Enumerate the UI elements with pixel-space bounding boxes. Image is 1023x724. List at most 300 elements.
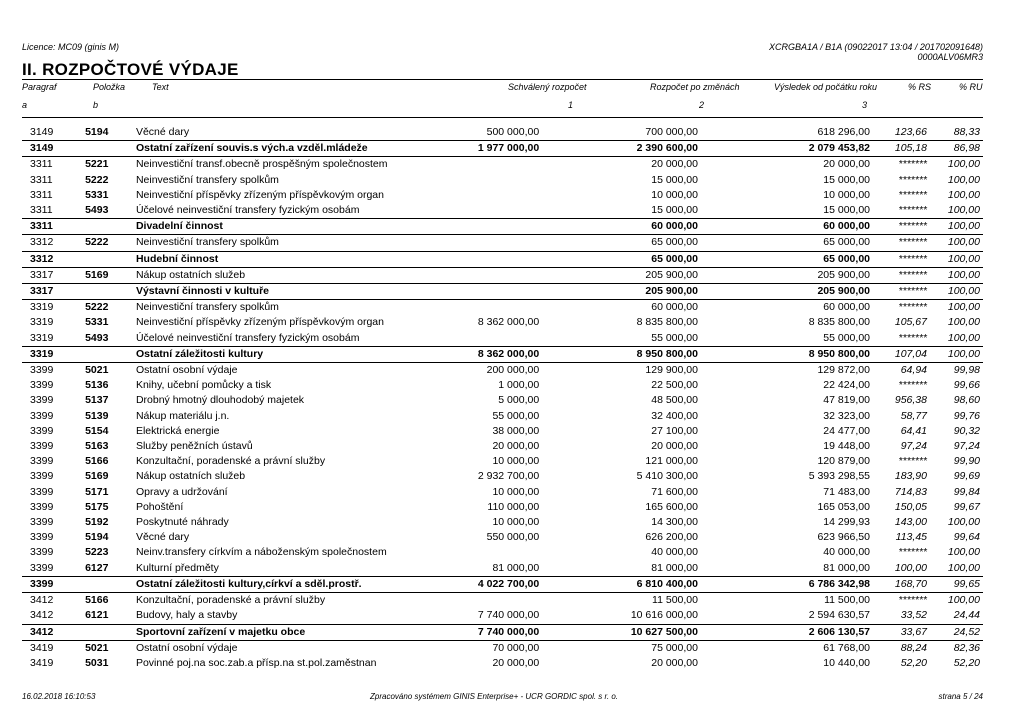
- cell-ru: 100,00: [947, 268, 980, 281]
- cell-b3: 14 299,93: [823, 516, 870, 529]
- cell-ru: 99,66: [953, 379, 980, 392]
- cell-b3: 6 786 342,98: [701, 576, 873, 592]
- cell-ru: 100,00: [947, 561, 980, 574]
- cell-i: 6121: [85, 609, 109, 622]
- subtotal-row: [22, 141, 983, 157]
- cell-t: Nákup ostatních služeb: [135, 268, 246, 281]
- cell-b2: 20 000,00: [651, 158, 698, 171]
- cell-rs: *******: [898, 331, 927, 344]
- cell-i: 5021: [85, 364, 109, 377]
- cell-rs: 52,20: [900, 656, 927, 669]
- cell-ru: 99,67: [953, 500, 980, 513]
- col-index-3: 3: [862, 100, 868, 110]
- header-divider: [22, 117, 983, 118]
- cell-b1: 81 000,00: [492, 561, 540, 574]
- cell-b1: [436, 593, 542, 609]
- cell-i: [82, 219, 133, 235]
- cell-b2: 6 810 400,00: [542, 576, 701, 592]
- cell-ru: 100,00: [930, 346, 983, 362]
- cell-b1: 20 000,00: [492, 656, 540, 669]
- cell-b1: 55 000,00: [492, 409, 540, 422]
- subtotal-row: [22, 576, 983, 592]
- cell-b2: 20 000,00: [651, 440, 698, 453]
- cell-p: 3399: [30, 531, 54, 544]
- cell-i: 5194: [85, 531, 109, 544]
- cell-b3: 32 323,00: [823, 409, 870, 422]
- cell-b1: 200 000,00: [486, 364, 540, 377]
- subtotal-row: [22, 346, 983, 362]
- subtotal-row: [22, 284, 983, 300]
- cell-i: 5194: [85, 126, 109, 138]
- cell-b3: 623 966,50: [817, 531, 870, 544]
- cell-p: 3399: [30, 470, 54, 483]
- footer-page-number: strana 5 / 24: [938, 692, 983, 701]
- cell-b1: 10 000,00: [492, 485, 540, 498]
- budget-table: [22, 125, 983, 671]
- table-row: [22, 409, 983, 424]
- cell-ru: 100,00: [947, 594, 980, 607]
- cell-p: 3399: [30, 394, 54, 407]
- cell-p: 3419: [30, 641, 54, 654]
- cell-i: 5163: [85, 440, 109, 453]
- cell-b3: 2 594 630,57: [808, 609, 870, 622]
- cell-ru: 100,00: [947, 236, 980, 249]
- cell-b2: 14 300,00: [651, 516, 698, 529]
- cell-b1: 8 362 000,00: [436, 346, 542, 362]
- cell-i: [82, 346, 133, 362]
- cell-t: Ostatní osobní výdaje: [135, 641, 238, 654]
- cell-i: 5031: [85, 656, 109, 669]
- cell-b3: 205 900,00: [701, 284, 873, 300]
- cell-b2: 626 200,00: [645, 531, 698, 544]
- cell-b3: 71 483,00: [823, 485, 870, 498]
- cell-b2: 205 900,00: [542, 284, 701, 300]
- cell-p: 3319: [30, 316, 54, 329]
- table-row: [22, 331, 983, 347]
- col-index-2: 2: [699, 100, 705, 110]
- cell-t: Poskytnuté náhrady: [135, 516, 229, 529]
- subtotal-row: [22, 219, 983, 235]
- cell-ru: 52,20: [953, 656, 980, 669]
- cell-i: 5166: [85, 455, 109, 468]
- cell-rs: 183,90: [894, 470, 927, 483]
- table-row: [22, 500, 983, 515]
- cell-rs: *******: [898, 268, 927, 281]
- cell-p: 3399: [30, 379, 54, 392]
- table-row: [22, 439, 983, 454]
- cell-i: 5154: [85, 424, 109, 437]
- cell-t: Knihy, učební pomůcky a tisk: [135, 379, 272, 392]
- cell-t: Sportovní zařízení v majetku obce: [133, 624, 436, 640]
- cell-p: 3399: [30, 364, 54, 377]
- cell-ru: 100,00: [947, 173, 980, 186]
- cell-b2: 22 500,00: [651, 379, 698, 392]
- cell-t: Neinvestiční transfery spolkům: [135, 173, 279, 186]
- table-row: [22, 188, 983, 203]
- cell-p: 3312: [22, 251, 82, 267]
- cell-p: 3319: [30, 331, 54, 344]
- cell-i: 5136: [85, 379, 109, 392]
- cell-b2: 65 000,00: [542, 251, 701, 267]
- cell-ru: 100,00: [930, 284, 983, 300]
- cell-b1: [436, 267, 542, 283]
- cell-i: 5171: [85, 485, 109, 498]
- cell-t: Neinvestiční příspěvky zřízeným příspěvkovým organ: [135, 316, 384, 329]
- cell-rs: 58,77: [900, 409, 927, 422]
- cell-b1: [436, 188, 542, 203]
- cell-p: 3399: [22, 576, 82, 592]
- col-paragraf: Paragraf: [22, 82, 57, 92]
- cell-p: 3419: [30, 656, 54, 669]
- cell-b2: 5 410 300,00: [636, 470, 698, 483]
- cell-i: 5221: [85, 158, 109, 171]
- cell-rs: 97,24: [900, 440, 927, 453]
- cell-b3: 60 000,00: [823, 301, 870, 314]
- table-row: [22, 424, 983, 439]
- cell-b1: 110 000,00: [487, 500, 540, 513]
- cell-i: [82, 576, 133, 592]
- cell-b3: 65 000,00: [701, 251, 873, 267]
- cell-t: Drobný hmotný dlouhodobý majetek: [135, 394, 305, 407]
- column-header: [22, 82, 983, 116]
- cell-rs: 33,67: [873, 624, 930, 640]
- cell-b2: 27 100,00: [651, 424, 698, 437]
- cell-b3: 10 000,00: [823, 188, 870, 201]
- cell-b1: [436, 284, 542, 300]
- col-po-zmenach: Rozpočet po změnách: [650, 82, 740, 92]
- cell-b2: 60 000,00: [542, 219, 701, 235]
- cell-ru: 88,33: [953, 126, 980, 138]
- cell-p: 3149: [22, 141, 82, 157]
- cell-b2: 10 000,00: [651, 188, 698, 201]
- cell-ru: 99,98: [953, 364, 980, 377]
- cell-b2: 8 950 800,00: [542, 346, 701, 362]
- col-text: Text: [152, 82, 169, 92]
- cell-b2: 15 000,00: [651, 204, 698, 217]
- cell-rs: *******: [898, 173, 927, 186]
- cell-t: Neinvestiční příspěvky zřízeným příspěvkovým organ: [135, 188, 384, 201]
- cell-t: Nákup ostatních služeb: [135, 470, 246, 483]
- cell-p: 3399: [30, 455, 54, 468]
- cell-b3: 61 768,00: [823, 641, 870, 654]
- cell-p: 3399: [30, 424, 54, 437]
- table-row: [22, 561, 983, 577]
- cell-b2: 60 000,00: [651, 301, 698, 314]
- table-row: [22, 393, 983, 408]
- cell-b1: 7 740 000,00: [436, 624, 542, 640]
- cell-i: 6127: [85, 561, 109, 574]
- cell-t: Ostatní zařízení souvis.s vých.a vzděl.mládeže: [133, 141, 436, 157]
- cell-rs: *******: [898, 455, 927, 468]
- cell-rs: *******: [898, 236, 927, 249]
- table-row: [22, 235, 983, 251]
- table-row: [22, 515, 983, 530]
- col-schvaleny: Schválený rozpočet: [508, 82, 587, 92]
- cell-b2: 11 500,00: [652, 594, 698, 607]
- col-rs: % RS: [908, 82, 932, 92]
- cell-b3: 5 393 298,55: [808, 470, 870, 483]
- cell-b3: 120 879,00: [817, 455, 870, 468]
- cell-b1: 38 000,00: [492, 424, 540, 437]
- cell-b2: 75 000,00: [651, 641, 698, 654]
- cell-b2: 55 000,00: [651, 331, 698, 344]
- cell-b1: 10 000,00: [492, 455, 540, 468]
- cell-b1: 4 022 700,00: [436, 576, 542, 592]
- cell-p: 3399: [30, 546, 54, 559]
- footer-system: Zpracováno systémem GINIS Enterprise+ - UCR GORDIC spol. s r. o.: [370, 692, 618, 701]
- cell-rs: 33,52: [900, 609, 927, 622]
- cell-rs: 168,70: [873, 576, 930, 592]
- cell-b2: 20 000,00: [651, 656, 698, 669]
- cell-rs: 107,04: [873, 346, 930, 362]
- cell-ru: 100,00: [947, 546, 980, 559]
- cell-p: 3412: [22, 624, 82, 640]
- table-row: [22, 315, 983, 330]
- cell-t: Elektrická energie: [135, 424, 220, 437]
- table-row: [22, 640, 983, 656]
- table-row: [22, 300, 983, 316]
- cell-t: Divadelní činnost: [133, 219, 436, 235]
- cell-p: 3399: [30, 516, 54, 529]
- cell-b1: 70 000,00: [492, 641, 540, 654]
- table-row: [22, 157, 983, 173]
- cell-ru: 86,98: [930, 141, 983, 157]
- cell-i: 5021: [85, 641, 109, 654]
- cell-ru: 82,36: [953, 641, 980, 654]
- cell-p: 3311: [30, 204, 53, 217]
- cell-b2: 129 900,00: [645, 364, 698, 377]
- cell-rs: 88,24: [900, 641, 927, 654]
- cell-rs: 105,18: [873, 141, 930, 157]
- cell-b1: 550 000,00: [486, 531, 540, 544]
- cell-i: 5137: [85, 394, 109, 407]
- cell-b1: [436, 203, 542, 219]
- cell-p: 3319: [30, 301, 54, 314]
- table-row: [22, 173, 983, 188]
- subtotal-row: [22, 251, 983, 267]
- cell-p: 3317: [30, 268, 54, 281]
- cell-t: Výstavní činnosti v kultuře: [133, 284, 436, 300]
- cell-i: 5169: [85, 470, 109, 483]
- cell-rs: 64,41: [900, 424, 927, 437]
- cell-i: 5222: [85, 173, 109, 186]
- cell-b1: [436, 300, 542, 316]
- cell-b1: 500 000,00: [486, 126, 540, 138]
- cell-t: Povinné poj.na soc.zab.a přísp.na st.pol.zaměstnan: [135, 656, 377, 669]
- cell-rs: *******: [898, 594, 927, 607]
- cell-p: 3412: [30, 609, 54, 622]
- cell-ru: 24,44: [953, 609, 980, 622]
- cell-t: Neinvestiční transfery spolkům: [135, 301, 279, 314]
- cell-b3: 165 053,00: [817, 500, 870, 513]
- cell-t: Ostatní osobní výdaje: [135, 364, 238, 377]
- cell-ru: 100,00: [947, 516, 980, 529]
- cell-rs: 714,83: [894, 485, 927, 498]
- cell-b3: 24 477,00: [823, 424, 870, 437]
- cell-b2: 40 000,00: [651, 546, 698, 559]
- cell-b2: 32 400,00: [651, 409, 698, 422]
- cell-rs: *******: [898, 158, 927, 171]
- cell-t: Účelové neinvestiční transfery fyzickým osobám: [135, 204, 360, 217]
- cell-b2: 15 000,00: [651, 173, 698, 186]
- cell-t: Věcné dary: [135, 531, 190, 544]
- table-row: [22, 469, 983, 484]
- cell-ru: 24,52: [930, 624, 983, 640]
- table-row: [22, 656, 983, 671]
- cell-i: 5493: [85, 331, 109, 344]
- title-divider: [22, 79, 983, 80]
- col-vysledek: Výsledek od počátku roku: [774, 82, 878, 92]
- cell-b1: [436, 219, 542, 235]
- cell-p: 3412: [30, 594, 54, 607]
- cell-rs: *******: [873, 219, 930, 235]
- cell-b1: 1 977 000,00: [436, 141, 542, 157]
- cell-t: Konzultační, poradenské a právní služby: [135, 594, 326, 607]
- table-row: [22, 593, 983, 609]
- cell-t: Hudební činnost: [133, 251, 436, 267]
- cell-t: Neinv.transfery církvím a náboženským společnostem: [135, 546, 387, 559]
- cell-b3: 81 000,00: [823, 561, 870, 574]
- cell-b3: 10 440,00: [823, 656, 870, 669]
- cell-ru: 99,64: [953, 531, 980, 544]
- cell-b3: 8 835 800,00: [808, 316, 870, 329]
- cell-b3: 15 000,00: [823, 204, 870, 217]
- cell-p: 3149: [30, 126, 54, 138]
- cell-i: 5331: [85, 188, 109, 201]
- cell-b2: 65 000,00: [651, 236, 698, 249]
- cell-b3: 2 606 130,57: [701, 624, 873, 640]
- cell-i: [82, 624, 133, 640]
- table-row: [22, 203, 983, 219]
- cell-b1: [436, 251, 542, 267]
- cell-b1: [436, 331, 542, 347]
- cell-b2: 10 627 500,00: [542, 624, 701, 640]
- cell-i: 5169: [85, 268, 109, 281]
- cell-p: 3399: [30, 440, 54, 453]
- cell-ru: 99,65: [930, 576, 983, 592]
- cell-t: Neinvestiční transf.obecně prospěšným společnostem: [135, 158, 388, 171]
- col-polozka: Položka: [93, 82, 126, 92]
- cell-ru: 100,00: [947, 316, 980, 329]
- cell-i: 5222: [85, 301, 109, 314]
- cell-b3: 55 000,00: [823, 331, 870, 344]
- cell-b2: 2 390 600,00: [542, 141, 701, 157]
- cell-b3: 22 424,00: [823, 379, 870, 392]
- cell-b1: [436, 545, 542, 560]
- cell-b3: 129 872,00: [817, 364, 870, 377]
- cell-p: 3399: [30, 485, 54, 498]
- cell-b3: 65 000,00: [823, 236, 870, 249]
- footer-timestamp: 16.02.2018 16:10:53: [22, 692, 96, 701]
- cell-rs: 113,45: [895, 531, 927, 544]
- cell-rs: 956,38: [894, 394, 927, 407]
- cell-b1: 7 740 000,00: [477, 609, 540, 622]
- cell-b1: 2 932 700,00: [477, 470, 540, 483]
- table-row: [22, 485, 983, 500]
- cell-ru: 100,00: [947, 301, 980, 314]
- cell-ru: 100,00: [947, 331, 980, 344]
- col-ru: % RU: [959, 82, 983, 92]
- col-index-a: a: [22, 100, 28, 110]
- licence-label: Licence: MC09 (ginis M): [22, 42, 120, 52]
- cell-ru: 99,84: [953, 485, 980, 498]
- cell-ru: 100,00: [930, 219, 983, 235]
- table-row: [22, 363, 983, 379]
- cell-b3: 40 000,00: [823, 546, 870, 559]
- cell-b3: 60 000,00: [701, 219, 873, 235]
- cell-ru: 99,76: [953, 409, 980, 422]
- cell-t: Věcné dary: [135, 126, 190, 138]
- cell-t: Opravy a udržování: [135, 485, 228, 498]
- col-index-1: 1: [568, 100, 574, 110]
- cell-ru: 97,24: [953, 440, 980, 453]
- cell-b3: 2 079 453,82: [701, 141, 873, 157]
- cell-t: Služby peněžních ústavů: [135, 440, 253, 453]
- cell-t: Ostatní záležitosti kultury,církví a sděl.prostř.: [133, 576, 436, 592]
- cell-b2: 8 835 800,00: [636, 316, 698, 329]
- cell-b1: 1 000,00: [498, 379, 540, 392]
- cell-i: 5222: [85, 236, 109, 249]
- cell-rs: *******: [873, 284, 930, 300]
- cell-ru: 90,32: [953, 424, 980, 437]
- cell-b1: [436, 235, 542, 251]
- cell-p: 3399: [30, 561, 54, 574]
- cell-p: 3399: [30, 500, 54, 513]
- cell-rs: 123,66: [894, 126, 927, 138]
- cell-rs: 150,05: [894, 500, 927, 513]
- cell-ru: 98,60: [953, 394, 980, 407]
- cell-rs: *******: [898, 546, 927, 559]
- table-row: [22, 378, 983, 393]
- cell-b1: [436, 173, 542, 188]
- cell-i: 5331: [85, 316, 109, 329]
- cell-rs: *******: [898, 301, 927, 314]
- cell-t: Kulturní předměty: [135, 561, 219, 574]
- cell-ru: 100,00: [947, 188, 980, 201]
- cell-b1: 5 000,00: [498, 394, 540, 407]
- report-subcode: 0000ALV06MR3: [917, 52, 983, 62]
- table-row: [22, 545, 983, 560]
- report-code: XCRGBA1A / B1A (09022017 13:04 / 201702091648): [769, 42, 983, 52]
- cell-b2: 10 616 000,00: [630, 609, 698, 622]
- cell-i: 5192: [85, 516, 109, 529]
- table-row: [22, 125, 983, 141]
- cell-p: 3311: [30, 188, 53, 201]
- cell-b3: 618 296,00: [817, 126, 870, 138]
- cell-i: 5175: [85, 500, 109, 513]
- cell-b3: 47 819,00: [823, 394, 870, 407]
- cell-p: 3399: [30, 409, 54, 422]
- cell-rs: *******: [898, 188, 927, 201]
- subtotal-row: [22, 624, 983, 640]
- cell-t: Nákup materiálu j.n.: [135, 409, 230, 422]
- cell-b2: 71 600,00: [651, 485, 698, 498]
- cell-rs: 100,00: [894, 561, 927, 574]
- cell-b1: 8 362 000,00: [477, 316, 540, 329]
- cell-t: Neinvestiční transfery spolkům: [135, 236, 279, 249]
- cell-p: 3312: [30, 236, 54, 249]
- cell-b2: 165 600,00: [645, 500, 698, 513]
- cell-b1: [436, 157, 542, 173]
- cell-b3: 19 448,00: [823, 440, 870, 453]
- cell-b2: 205 900,00: [645, 268, 698, 281]
- cell-i: 5493: [85, 204, 109, 217]
- cell-b2: 121 000,00: [645, 455, 698, 468]
- cell-t: Budovy, haly a stavby: [135, 609, 238, 622]
- table-row: [22, 530, 983, 545]
- cell-b3: 8 950 800,00: [701, 346, 873, 362]
- col-index-b: b: [93, 100, 99, 110]
